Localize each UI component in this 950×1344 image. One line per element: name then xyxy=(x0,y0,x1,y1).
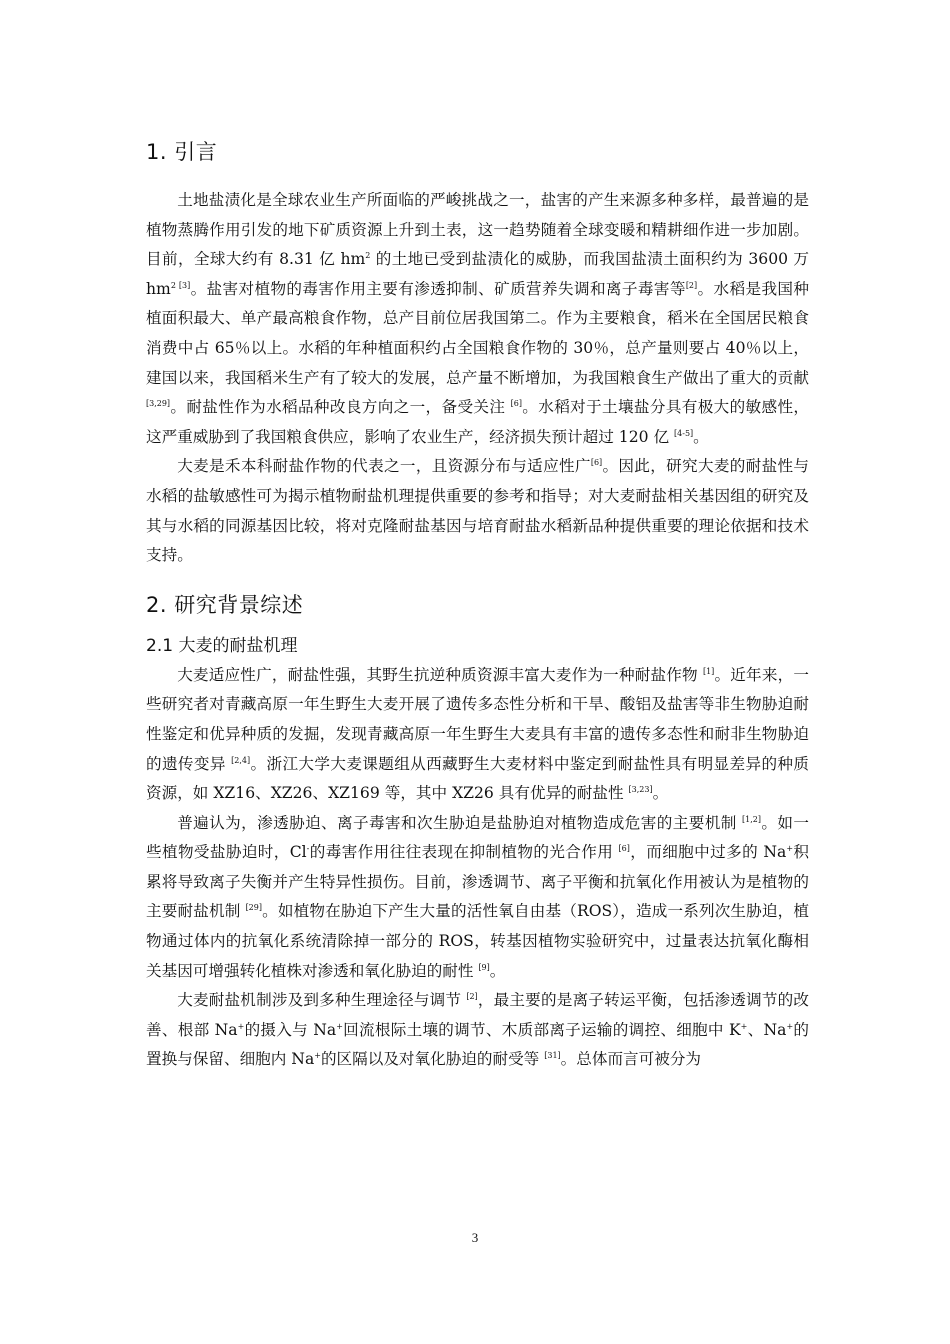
superscript: [2] xyxy=(685,280,698,290)
text-run: 的毒害作用往往表现在抑制植物的光合作用 xyxy=(309,843,619,862)
superscript: - xyxy=(306,844,310,854)
text-run: 。 xyxy=(652,784,669,803)
superscript: [2,4] xyxy=(231,755,251,765)
superscript: [2] xyxy=(466,992,478,1002)
page-content xyxy=(146,138,809,1075)
page-number: 3 xyxy=(471,1230,479,1245)
superscript: [6] xyxy=(618,844,630,854)
paragraph xyxy=(146,661,809,809)
intro-body xyxy=(146,186,809,571)
superscript: 2 xyxy=(365,251,371,260)
text-run: 回流根际土壤的调节、木质部离子运输的调控、细胞中 K xyxy=(342,1020,741,1039)
text-run: 。耐盐性作为水稻品种改良方向之一，备受关注 xyxy=(170,398,511,417)
text-run: 。盐害对植物的毒害作用主要有渗透抑制、矿质营养失调和离子毒害等 xyxy=(190,279,686,298)
superscript: + xyxy=(786,844,794,854)
superscript: + xyxy=(336,1021,343,1031)
paragraph xyxy=(146,186,809,452)
superscript: + xyxy=(786,1021,794,1031)
section-heading-background: 2. 研究背景综述 xyxy=(146,592,304,617)
text-run: 积累将导致离子失衡并产生特异性损伤。目前，渗透调节、离子平衡和抗氧化作用被认为是植物的主要耐盐机制 xyxy=(146,843,809,921)
background-body xyxy=(146,661,809,1075)
paragraph xyxy=(146,452,809,570)
superscript: [6] xyxy=(510,398,522,408)
superscript: [6] xyxy=(590,458,603,468)
text-run: 。总体而言可被分为 xyxy=(560,1050,702,1069)
superscript: + xyxy=(237,1021,245,1031)
superscript: [3,29] xyxy=(146,398,171,408)
text-run: 。因此，研究大麦的耐盐性与水稻的盐敏感性可为揭示植物耐盐机理提供重要的参考和指导；对大麦耐盐相关基因组的研究及其与水稻的同源基因比较，将对克隆耐盐基因与培育耐盐水稻新品种提供重要的理论依据和技术支持。 xyxy=(146,457,809,565)
superscript: [1,2] xyxy=(742,814,762,824)
text-run: 的土地已受到盐渍化的威胁，而我国盐渍土面积约为 3600 万 hm xyxy=(146,250,809,298)
text-run: ，而细胞中过多的 Na xyxy=(629,843,787,862)
superscript: [31] xyxy=(544,1051,561,1061)
text-run: 的置换与保留、细胞内 Na xyxy=(146,1020,809,1069)
section-heading-intro: 1. 引言 xyxy=(146,140,218,164)
text-run: 。 xyxy=(489,961,506,980)
superscript: [4-5] xyxy=(674,428,694,438)
text-run: 。水稻对于土壤盐分具有极大的敏感性，这严重威胁到了我国粮食供应，影响了农业生产，经济损失预计超过 120 亿 xyxy=(146,398,809,446)
superscript: + xyxy=(314,1051,321,1061)
text-run: 。如一些植物受盐胁迫时，Cl xyxy=(146,813,809,862)
superscript: + xyxy=(740,1021,748,1031)
text-run: 。 xyxy=(693,427,709,446)
superscript: [1] xyxy=(702,666,715,676)
text-run: 的区隔以及对氧化胁迫的耐受等 xyxy=(320,1050,545,1069)
superscript: [3,23] xyxy=(628,784,653,794)
text-run: 。近年来，一些研究者对青藏高原一年生野生大麦开展了遗传多态性分析和干旱、酸铝及盐害等非生物胁迫耐性鉴定和优异种质的发掘，发现青藏高原一年生野生大麦具有丰富的遗传多态性和耐非生物胁迫的遗传变异 xyxy=(146,665,809,773)
text-run: ，最主要的是离子转运平衡，包括渗透调节的改善、根部 Na xyxy=(146,991,809,1039)
text-run: 土地盐渍化是全球农业生产所面临的严峻挑战之一，盐害的产生来源多种多样，最普遍的是植物蒸腾作用引发的地下矿质资源上升到土表，这一趋势随着全球变暖和精耕细作进一步加剧。目前，全球大约有 8.31 亿 hm xyxy=(146,191,809,269)
text-run: 。水稻是我国种植面积最大、单产最高粮食作物，总产目前位居我国第二。作为主要粮食，稻米在全国居民粮食消费中占 65％以上。水稻的年种植面积约占全国粮食作物的 30％，总产量则要占 40％以上，建国以来，我国稻米生产有了较大的发展，总产量不断增加，为我国粮食生产做出了重大的贡献 xyxy=(146,279,809,387)
text-run: 。浙江大学大麦课题组从西藏野生大麦材料中鉴定到耐盐性具有明显差异的种质资源，如 XZ16、XZ26、XZ169 等，其中 XZ26 具有优异的耐盐性 xyxy=(146,754,809,803)
text-run: 大麦适应性广，耐盐性强，其野生抗逆种质资源丰富大麦作为一种耐盐作物 xyxy=(177,665,703,684)
superscript: [9] xyxy=(478,962,490,972)
subsection-heading: 2.1 大麦的耐盐机理 xyxy=(146,635,298,656)
superscript: 2 [3] xyxy=(170,280,191,290)
paragraph xyxy=(146,986,809,1075)
superscript: [29] xyxy=(245,903,262,913)
text-run: 普遍认为，渗透胁迫、离子毒害和次生胁迫是盐胁迫对植物造成危害的主要机制 xyxy=(177,813,743,832)
text-run: 、Na xyxy=(747,1020,787,1039)
text-run: 大麦耐盐机制涉及到多种生理途径与调节 xyxy=(177,991,467,1010)
text-run: 大麦是禾本科耐盐作物的代表之一，且资源分布与适应性广 xyxy=(177,457,591,476)
text-run: 。如植物在胁迫下产生大量的活性氧自由基（ROS），造成一系列次生胁迫，植物通过体内的抗氧化系统清除掉一部分的 ROS，转基因植物实验研究中，过量表达抗氧化酶相关基因可增强转化植株对渗透和氧化胁迫的耐性 xyxy=(146,902,809,980)
paragraph xyxy=(146,809,809,987)
text-run: 的摄入与 Na xyxy=(244,1020,337,1039)
